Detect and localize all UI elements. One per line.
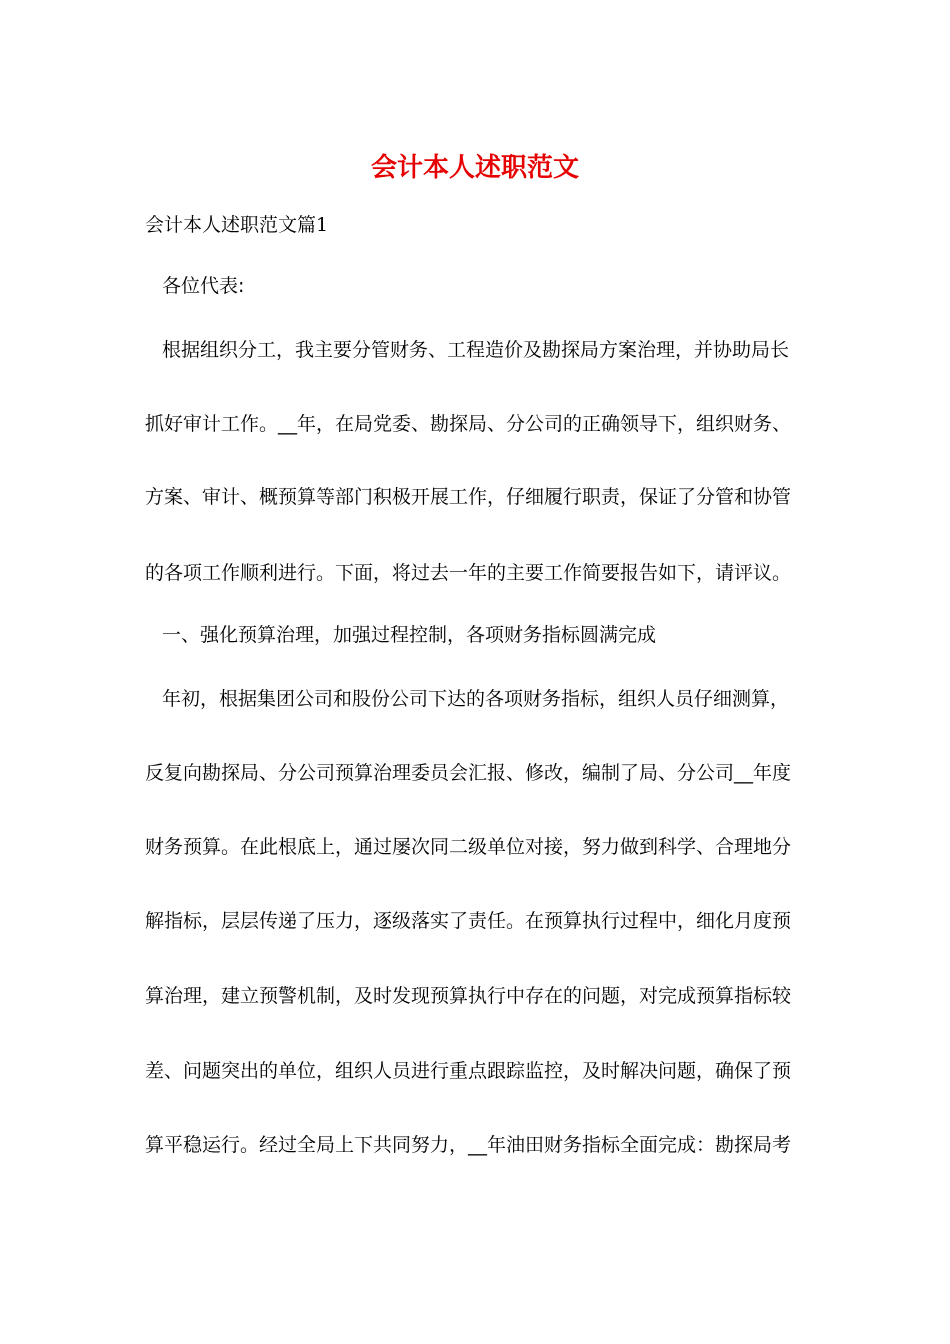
paragraph-line: 财务预算。在此根底上，通过屡次同二级单位对接，努力做到科学、合理地分	[145, 836, 792, 858]
paragraph-line: 解指标，层层传递了压力，逐级落实了责任。在预算执行过程中，细化月度预	[145, 910, 792, 932]
paragraph-line: 根据组织分工，我主要分管财务、工程造价及勘探局方案治理，并协助局长	[162, 339, 790, 361]
document-subtitle: 会计本人述职范文篇1	[145, 214, 329, 236]
paragraph-line: 方案、审计、概预算等部门积极开展工作，仔细履行职责，保证了分管和协管	[145, 486, 792, 508]
paragraph-line: 的各项工作顺利进行。下面，将过去一年的主要工作简要报告如下，请评议。	[145, 562, 792, 584]
salutation-line: 各位代表:	[162, 275, 245, 297]
section-heading: 一、强化预算治理，加强过程控制，各项财务指标圆满完成	[162, 624, 657, 646]
paragraph-line: 差、问题突出的单位，组织人员进行重点跟踪监控，及时解决问题，确保了预	[145, 1060, 792, 1082]
paragraph-line: 抓好审计工作。__年，在局党委、勘探局、分公司的正确领导下，组织财务、	[145, 413, 792, 435]
paragraph-line: 算治理，建立预警机制，及时发现预算执行中存在的问题，对完成预算指标较	[145, 985, 792, 1007]
paragraph-line: 算平稳运行。经过全局上下共同努力，__年油田财务指标全面完成：勘探局考	[145, 1134, 792, 1156]
paragraph-line: 反复向勘探局、分公司预算治理委员会汇报、修改，编制了局、分公司__年度	[145, 762, 792, 784]
document-title: 会计本人述职范文	[370, 153, 579, 183]
paragraph-line: 年初，根据集团公司和股份公司下达的各项财务指标，组织人员仔细测算，	[162, 688, 790, 710]
